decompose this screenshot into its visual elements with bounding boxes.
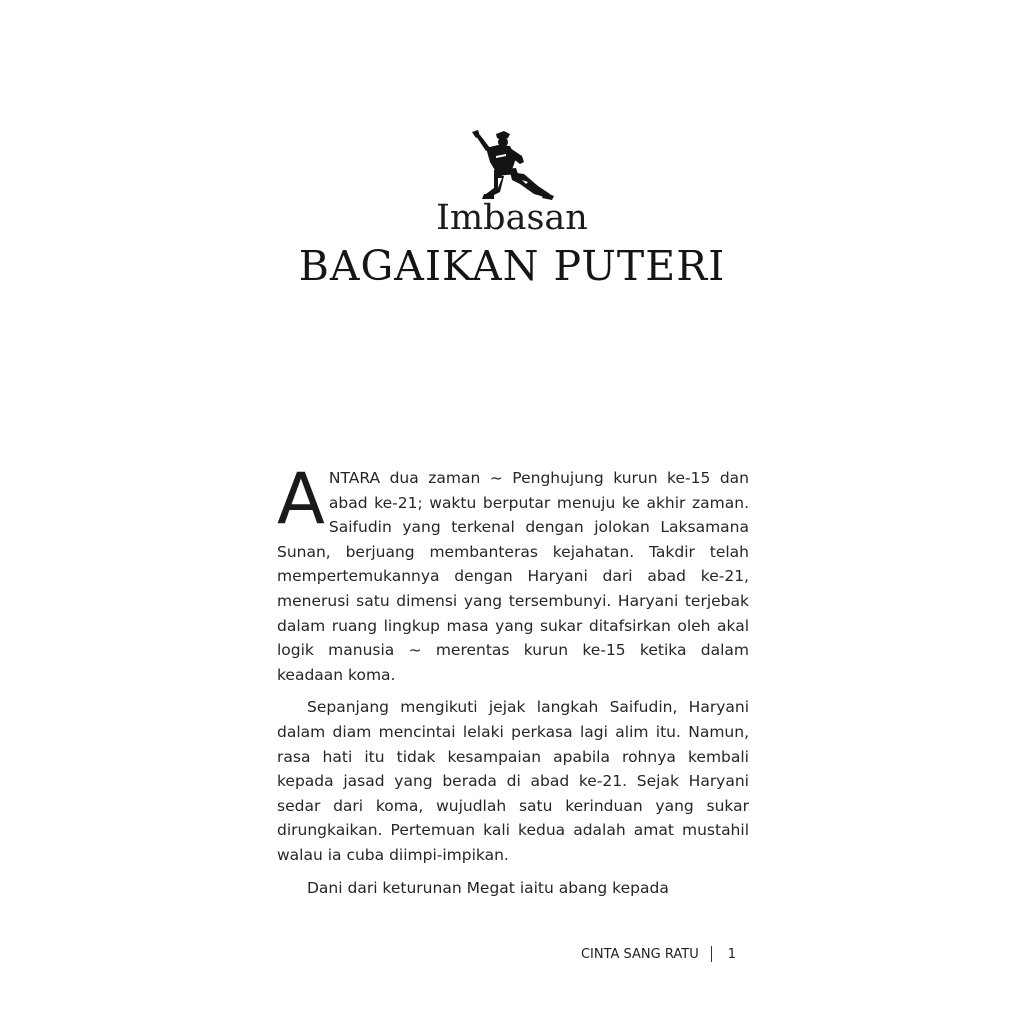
footer-book-title: CINTA SANG RATU bbox=[580, 946, 699, 962]
drop-cap: A bbox=[277, 458, 325, 540]
footer-divider bbox=[711, 946, 712, 962]
warrior-silhouette-icon bbox=[466, 128, 556, 202]
running-footer bbox=[581, 946, 736, 962]
paragraph-2: Sepanjang mengikuti jejak langkah Saifudin, Haryani dalam diam mencintai lelaki perkasa lagi alim itu. Namun, rasa hati itu tidak kesampaian apabila rohnya kembali kepada jasad yang berada di abad ke-21. Sejak Haryani sedar dari koma, wujudlah satu kerinduan yang sukar dirungkaikan. Pertemuan kali kedua adalah amat mustahil walau ia cuba diimpi-impikan. bbox=[277, 698, 749, 864]
chapter-kicker: Imbasan bbox=[436, 198, 588, 238]
paragraph-1 bbox=[277, 458, 749, 687]
paragraph-3: Dani dari keturunan Megat iaitu abang kepada bbox=[307, 878, 669, 897]
chapter-title: BAGAIKAN PUTERI bbox=[298, 242, 726, 290]
chapter-body bbox=[277, 458, 749, 908]
page-number: 1 bbox=[727, 946, 736, 962]
paragraph-1-text: NTARA dua zaman ~ Penghujung kurun ke-15 dan abad ke-21; waktu berputar menuju ke akhir zaman. Saifudin yang terkenal dengan jolokan Laksamana Sunan, berjuang membanteras kejahatan. Takdir telah mempertemukannya dengan Haryani dari abad ke-21, menerusi satu dimensi yang tersembunyi. Haryani terjebak dalam ruang lingkup masa yang sukar ditafsirkan oleh akal logik manusia ~ merentas kurun ke-15 ketika dalam keadaan koma. bbox=[277, 469, 749, 684]
